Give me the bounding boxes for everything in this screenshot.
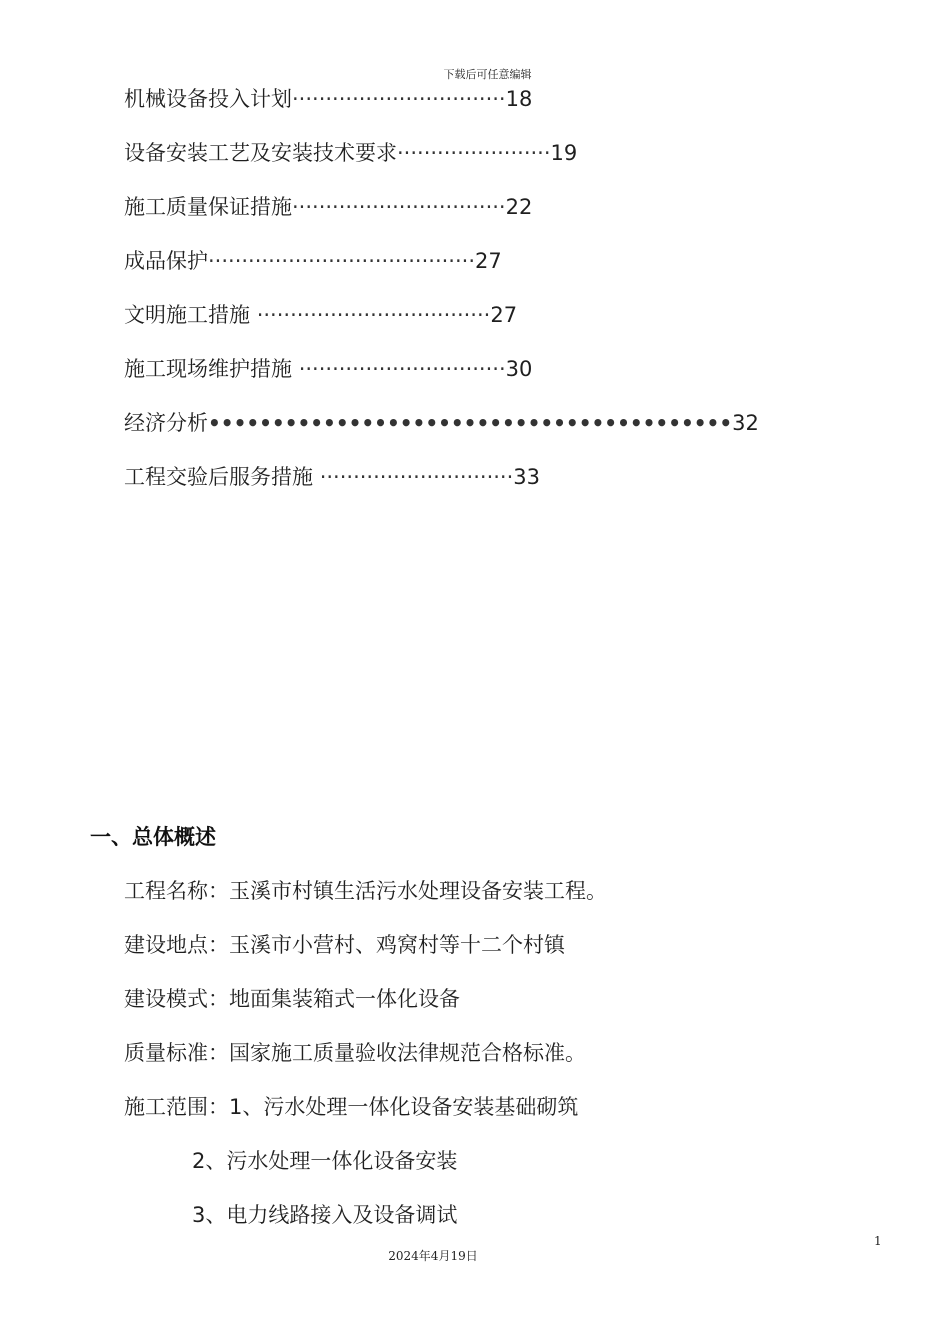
toc-page: 30 bbox=[505, 357, 533, 381]
toc-page: 27 bbox=[490, 303, 518, 327]
toc-page: 33 bbox=[513, 465, 541, 489]
page-number: 1 bbox=[874, 1234, 882, 1248]
toc-leader: ········································ bbox=[208, 249, 476, 273]
toc-leader: ································ bbox=[292, 195, 506, 219]
toc-leader: ····························· bbox=[319, 465, 514, 489]
toc-leader: ••••••••••••••••••••••••••••••••••••••••• bbox=[208, 411, 733, 435]
toc-entry bbox=[124, 301, 517, 329]
header-note: 下载后可任意编辑 bbox=[443, 68, 532, 81]
toc-page: 27 bbox=[475, 249, 502, 273]
mode-line: 建设模式：地面集装箱式一体化设备 bbox=[124, 987, 460, 1011]
scope-item-3: 3、电力线路接入及设备调试 bbox=[192, 1203, 458, 1227]
toc-page: 18 bbox=[505, 87, 533, 111]
toc-leader: ································ bbox=[292, 87, 506, 111]
toc-page: 22 bbox=[505, 195, 533, 219]
quality-standard-line: 质量标准：国家施工质量验收法律规范合格标准。 bbox=[124, 1041, 586, 1065]
toc-entry bbox=[124, 355, 532, 383]
toc-page: 32 bbox=[732, 411, 759, 435]
project-name-line: 工程名称：玉溪市村镇生活污水处理设备安装工程。 bbox=[124, 879, 607, 903]
toc-title: 施工质量保证措施 bbox=[124, 195, 292, 219]
location-line: 建设地点：玉溪市小营村、鸡窝村等十二个村镇 bbox=[124, 933, 565, 957]
toc-title: 文明施工措施 bbox=[124, 303, 257, 327]
toc-page: 19 bbox=[550, 141, 578, 165]
toc-entry bbox=[124, 247, 502, 275]
toc-title: 机械设备投入计划 bbox=[124, 87, 292, 111]
toc-entry bbox=[124, 193, 532, 221]
toc-entry bbox=[124, 463, 540, 491]
scope-line: 施工范围：1、污水处理一体化设备安装基础砌筑 bbox=[124, 1095, 579, 1119]
toc-title: 设备安装工艺及安装技术要求 bbox=[124, 141, 397, 165]
toc-leader: ······························· bbox=[298, 357, 506, 381]
toc-entry bbox=[124, 409, 759, 437]
toc-leader: ······················· bbox=[397, 141, 551, 165]
scope-item-2: 2、污水处理一体化设备安装 bbox=[192, 1149, 458, 1173]
toc-entry bbox=[124, 139, 577, 167]
toc-entry bbox=[124, 85, 532, 113]
section-heading: 一、总体概述 bbox=[90, 825, 216, 849]
toc-title: 经济分析 bbox=[124, 411, 208, 435]
footer-date: 2024年4月19日 bbox=[388, 1249, 478, 1263]
toc-leader: ··································· bbox=[256, 303, 491, 327]
toc-title: 施工现场维护措施 bbox=[124, 357, 299, 381]
toc-title: 工程交验后服务措施 bbox=[124, 465, 320, 489]
toc-title: 成品保护 bbox=[124, 249, 208, 273]
